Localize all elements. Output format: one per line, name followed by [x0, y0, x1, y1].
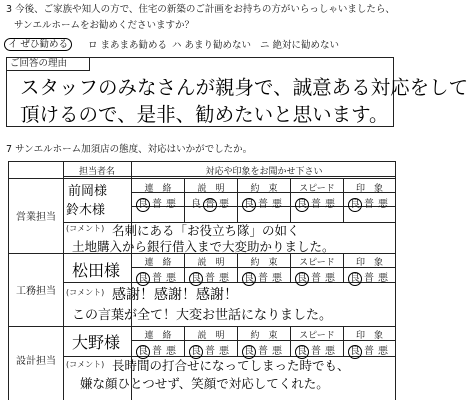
header-person: 担当者名	[78, 167, 115, 177]
rating-design-explain: 良 普 悪	[191, 346, 229, 357]
criteria-speed: スピード	[299, 331, 335, 341]
criteria-promise: 約 束	[250, 331, 278, 341]
q3-line2: サンエルホームをお勧めくださいますか？	[14, 20, 195, 31]
rating-design-contact: 良 普 悪	[138, 346, 176, 357]
rating-construction-impression: 良 普 悪	[350, 273, 388, 284]
rating-sales-impression: 良 普 悪	[350, 199, 388, 210]
circled-good: 普	[205, 199, 215, 210]
role-sales: 営業担当	[16, 212, 56, 223]
comment-design-2: 嫌な顔ひとつせず、笑顔で対応してくれた。	[80, 376, 329, 391]
circled-good: 良	[350, 273, 360, 284]
comment-sales-1: 名刺にある「お役立ち隊」の如く	[112, 223, 300, 238]
criteria-contact: 連 絡	[144, 258, 172, 268]
comment-construction-1: 感謝！感謝！感謝！	[112, 287, 238, 303]
criteria-contact: 連 絡	[144, 331, 172, 341]
person-construction: 松田様	[72, 261, 121, 280]
rating-sales-contact: 良 普 悪	[138, 199, 176, 210]
rating-design-promise: 良 普 悪	[244, 346, 282, 357]
role-construction: 工務担当	[16, 286, 56, 297]
comment-sales-2: 土地購入から銀行借入まで大変助かりました。	[72, 239, 335, 254]
comment-tag-construction: (コメント)	[66, 288, 105, 297]
circled-good: 良	[297, 273, 307, 284]
circled-good: 良	[350, 199, 360, 210]
circled-good: 良	[244, 346, 254, 357]
criteria-contact: 連 絡	[144, 184, 172, 194]
circled-good: 良	[138, 199, 148, 210]
rating-design-speed: 良 普 悪	[297, 346, 335, 357]
circled-good: 良	[350, 346, 360, 357]
criteria-impression: 印 象	[355, 184, 383, 194]
rating-construction-promise: 良 普 悪	[244, 273, 282, 284]
q3-option-4: ニ 絶対に勧めない	[260, 40, 340, 51]
criteria-speed: スピード	[299, 258, 335, 268]
criteria-promise: 約 束	[250, 184, 278, 194]
criteria-speed: スピード	[299, 184, 335, 194]
role-design: 設計担当	[16, 356, 56, 367]
rating-construction-speed: 良 普 悪	[297, 273, 335, 284]
rating-sales-speed: 良 普 悪	[297, 199, 335, 210]
reason-handwriting-1: スタッフのみなさんが親身で、誠意ある対応をして	[20, 76, 468, 99]
q7-title: 7 サンエルホーム加須店の態度、対応はいかがでしたか。	[6, 144, 253, 155]
criteria-promise: 約 束	[250, 258, 278, 268]
circled-good: 良	[191, 346, 201, 357]
circled-good: 良	[244, 273, 254, 284]
q3-option-2: ロ まあまあ勧める	[88, 40, 168, 51]
q3-option-3: ハ あまり勧めない	[172, 40, 252, 51]
rating-design-impression: 良 普 悪	[350, 346, 388, 357]
criteria-explain: 説 明	[197, 331, 225, 341]
header-eval: 対応や印象をお聞かせ下さい	[205, 167, 323, 177]
person-design: 大野様	[72, 333, 121, 352]
comment-construction-2: この言葉が全て！大変お世話になりました。	[72, 308, 333, 323]
reason-label: ご回答の理由	[10, 58, 68, 69]
circled-good: 良	[297, 346, 307, 357]
reason-handwriting-2: 頂けるので、是非、勧めたいと思います。	[20, 103, 389, 126]
rating-construction-explain: 良 普 悪	[191, 273, 229, 284]
rating-sales-promise: 良 普 悪	[244, 199, 282, 210]
circled-good: 良	[244, 199, 254, 210]
criteria-explain: 説 明	[197, 258, 225, 268]
q3-option-1	[4, 39, 72, 51]
comment-tag-sales: (コメント)	[66, 224, 105, 233]
person-sales-2: 鈴木様	[66, 203, 106, 218]
rating-construction-contact: 良 普 悪	[138, 273, 176, 284]
rating-sales-explain: 良 普 悪	[191, 199, 229, 210]
circled-good: 良	[138, 346, 148, 357]
criteria-impression: 印 象	[355, 331, 383, 341]
circled-good: 良	[191, 273, 201, 284]
criteria-impression: 印 象	[355, 258, 383, 268]
circled-good: 良	[297, 199, 307, 210]
q3-line1: 3 今後、ご家族や知人の方で、住宅の新築のご計画をお持ちの方がいらっしゃいましたら、	[6, 4, 395, 15]
criteria-explain: 説 明	[197, 184, 225, 194]
selected-option-circle: イ ぜひ勧める	[4, 38, 72, 51]
circled-good: 良	[138, 273, 148, 284]
comment-design-1: 長時間の打合せになってしまった時でも、	[112, 358, 350, 373]
comment-tag-design: (コメント)	[66, 360, 105, 369]
person-sales-1: 前岡様	[68, 184, 108, 199]
